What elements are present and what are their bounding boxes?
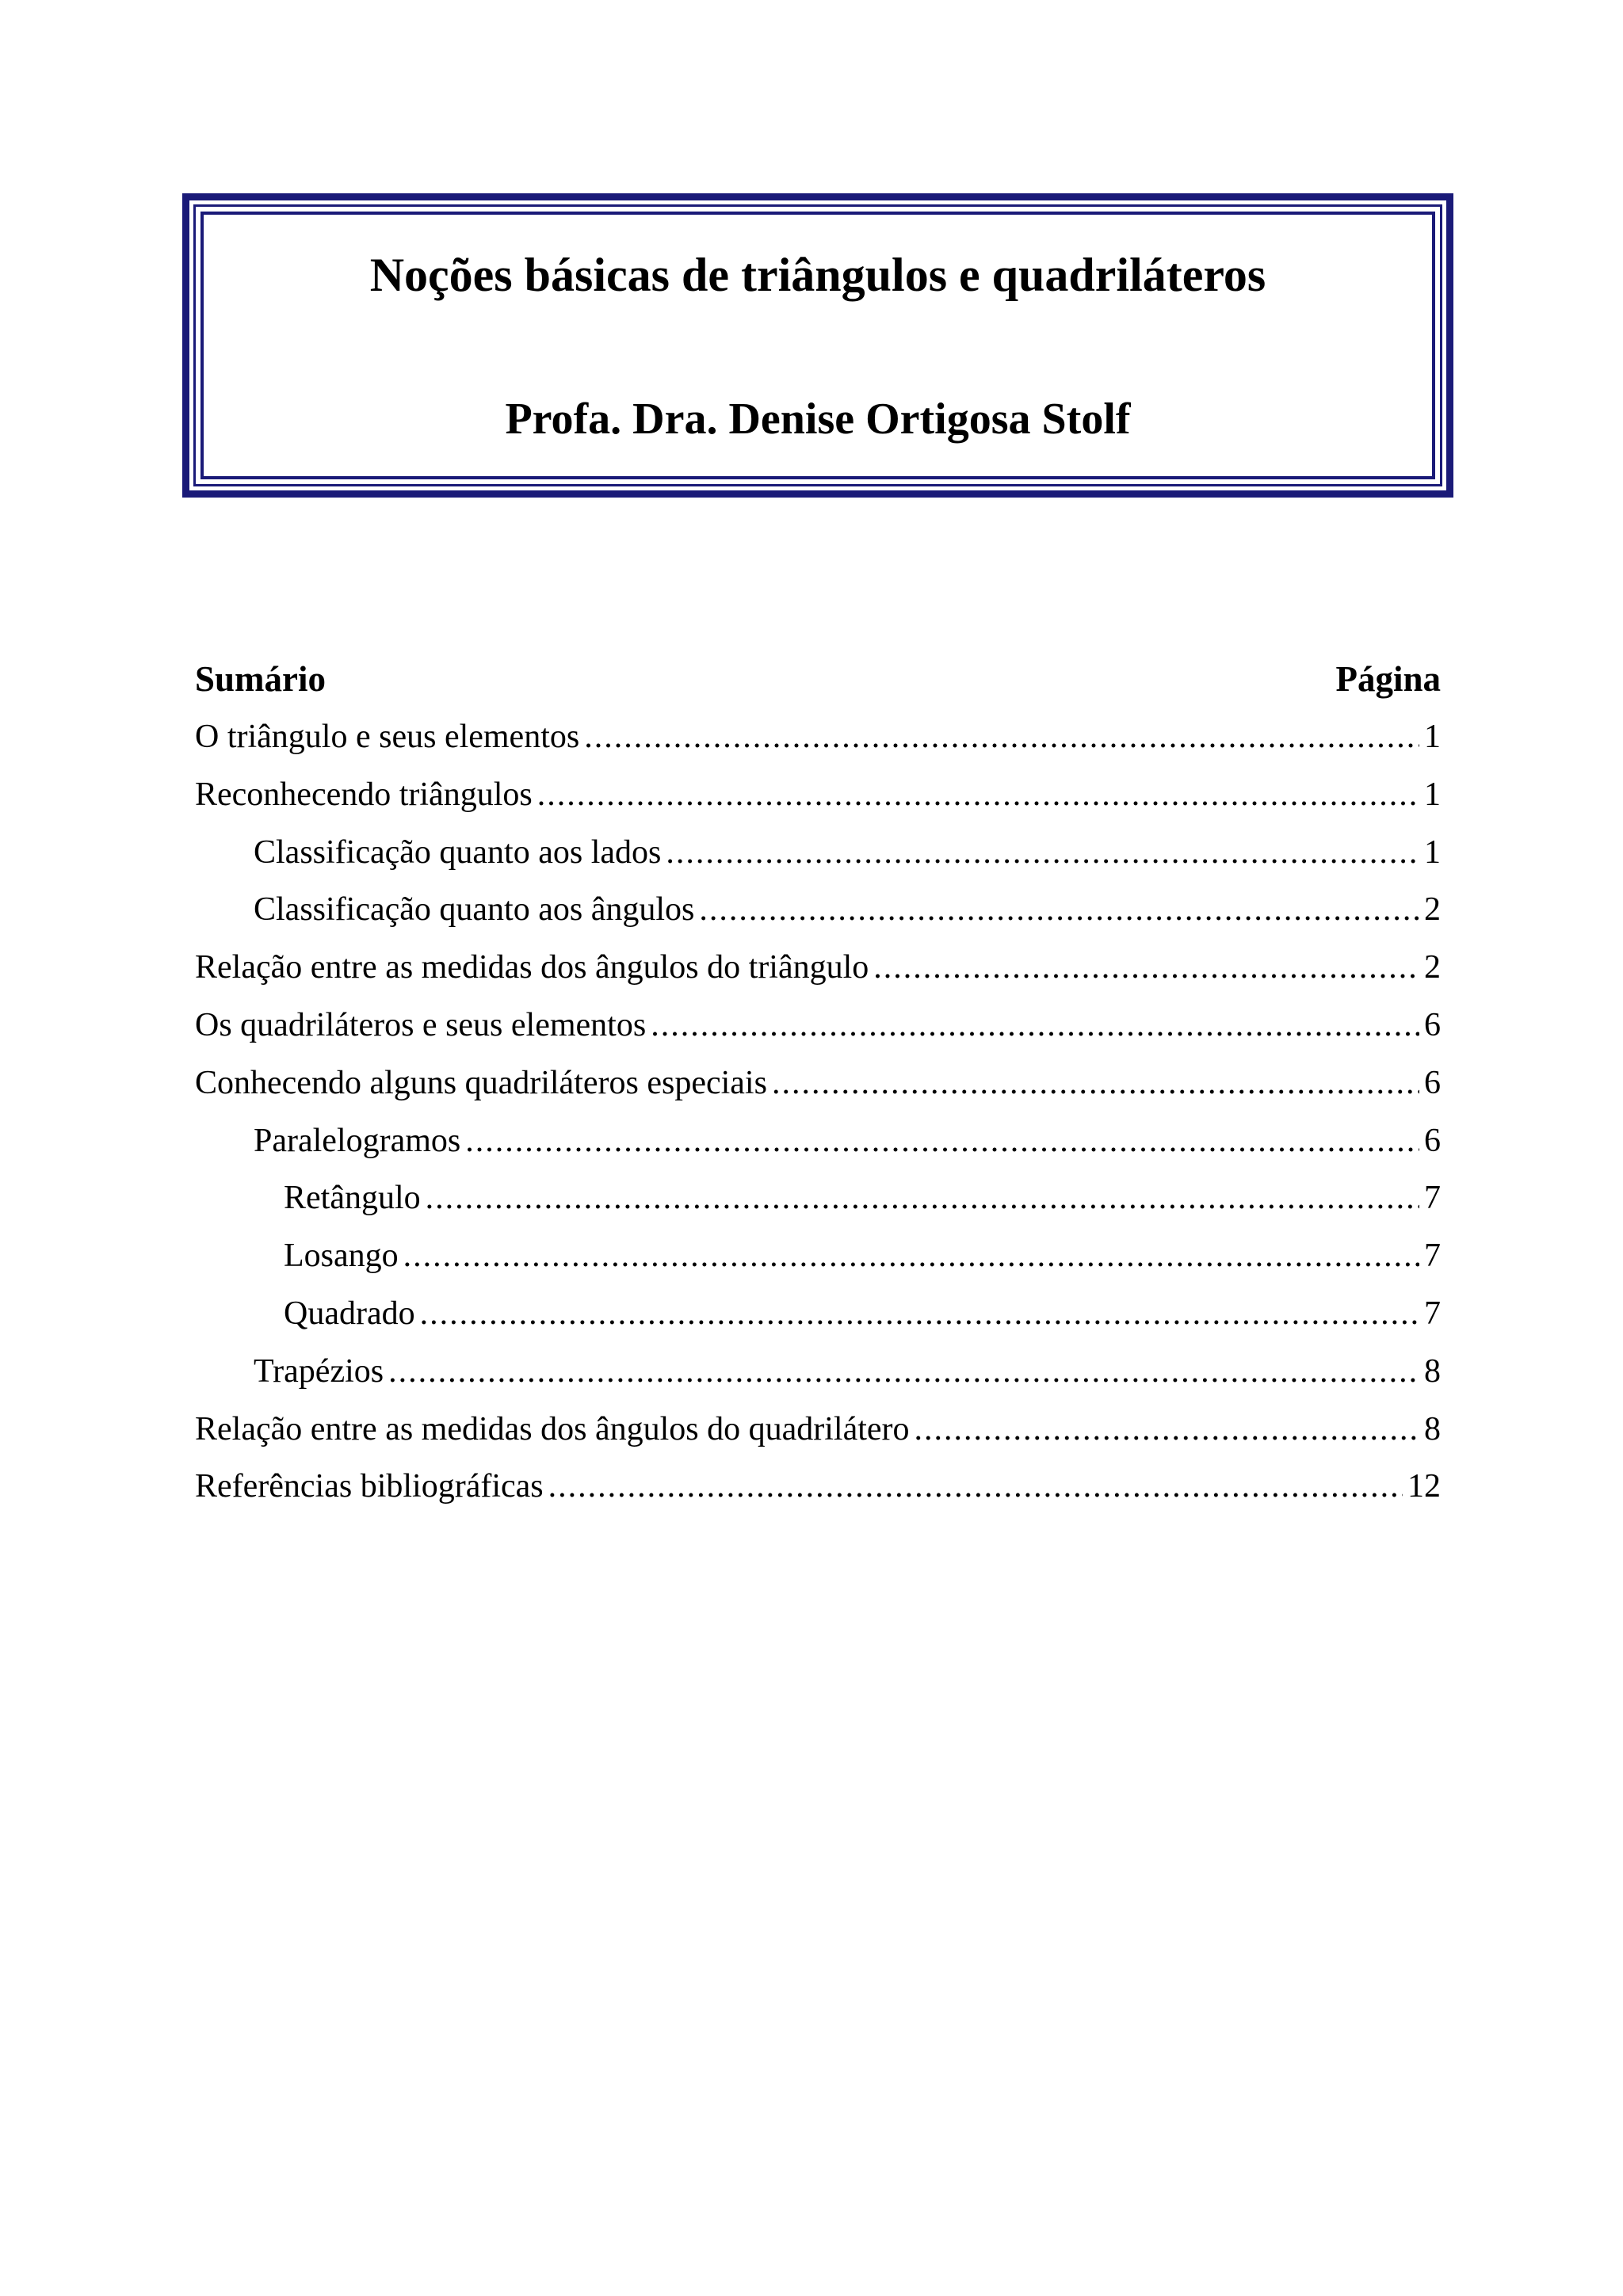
toc-entry[interactable] — [195, 1458, 1441, 1516]
toc-entry[interactable] — [195, 824, 1441, 882]
toc-entry-page: 6 — [1424, 1006, 1441, 1043]
toc-page-heading: Página — [1335, 659, 1441, 699]
toc-entry-leader — [388, 1343, 1419, 1401]
toc-entry-leader — [537, 766, 1419, 824]
toc-entry[interactable] — [195, 1401, 1441, 1459]
toc-entry-page: 6 — [1424, 1064, 1441, 1101]
toc-entry-page: 1 — [1424, 719, 1441, 755]
toc-entry-page: 8 — [1424, 1410, 1441, 1447]
toc-entry-leader — [465, 1112, 1419, 1170]
toc-entry-leader — [651, 997, 1419, 1055]
toc-entry[interactable] — [195, 1112, 1441, 1170]
toc-entry-label: Trapézios — [254, 1352, 384, 1390]
toc-entry-leader — [584, 708, 1419, 766]
toc-entry-leader — [548, 1458, 1403, 1516]
toc-entry-label: Conhecendo alguns quadriláteros especiais — [195, 1064, 767, 1101]
toc-entry-label: Relação entre as medidas dos ângulos do quadrilátero — [195, 1410, 910, 1447]
toc-entry[interactable] — [195, 1343, 1441, 1401]
toc-entry-page: 1 — [1424, 776, 1441, 813]
toc-entry-leader — [699, 881, 1419, 939]
document-title: Noções básicas de triângulos e quadriláteros — [369, 249, 1266, 301]
toc-entry-label: Classificação quanto aos ângulos — [254, 891, 695, 929]
toc-entry[interactable] — [195, 766, 1441, 824]
toc-entry-leader — [666, 824, 1419, 882]
toc-entry[interactable] — [195, 1055, 1441, 1112]
toc-entry-label: Relação entre as medidas dos ângulos do triângulo — [195, 949, 869, 986]
title-box-content — [204, 215, 1432, 476]
table-of-contents — [195, 650, 1441, 1516]
toc-entry-label: Paralelogramos — [254, 1122, 461, 1159]
title-box — [182, 193, 1453, 498]
toc-entry[interactable] — [195, 939, 1441, 997]
toc-entry-page: 2 — [1424, 891, 1441, 929]
toc-entry-page: 7 — [1424, 1238, 1441, 1275]
toc-heading: Sumário — [195, 659, 327, 699]
toc-entry-leader — [403, 1227, 1419, 1285]
toc-entry-leader — [772, 1055, 1419, 1112]
toc-entry-page: 1 — [1424, 833, 1441, 871]
toc-entry-label: Retângulo — [284, 1180, 421, 1217]
document-author: Profa. Dra. Denise Ortigosa Stolf — [505, 395, 1131, 444]
toc-entry-label: Losango — [284, 1238, 399, 1275]
toc-entry-label: O triângulo e seus elementos — [195, 719, 580, 755]
toc-entry-label: Classificação quanto aos lados — [254, 833, 662, 871]
toc-entry-page: 2 — [1424, 949, 1441, 986]
toc-entry-leader — [873, 939, 1419, 997]
toc-entry-leader — [915, 1401, 1419, 1459]
toc-entry-page: 7 — [1424, 1295, 1441, 1332]
toc-entry-page: 12 — [1407, 1468, 1441, 1505]
toc-entry-leader — [420, 1285, 1419, 1343]
toc-entry-label: Os quadriláteros e seus elementos — [195, 1006, 647, 1043]
toc-entry-label: Referências bibliográficas — [195, 1468, 544, 1505]
toc-entry[interactable] — [195, 1169, 1441, 1227]
toc-entry-page: 8 — [1424, 1352, 1441, 1390]
toc-entry-leader — [426, 1169, 1419, 1227]
toc-entry[interactable] — [195, 708, 1441, 766]
toc-entry-page: 6 — [1424, 1122, 1441, 1159]
toc-entry[interactable] — [195, 1285, 1441, 1343]
toc-entry[interactable] — [195, 881, 1441, 939]
toc-header — [195, 650, 1441, 708]
toc-entry-label: Reconhecendo triângulos — [195, 776, 533, 813]
toc-entry[interactable] — [195, 997, 1441, 1055]
toc-entry-label: Quadrado — [284, 1295, 415, 1332]
toc-entry[interactable] — [195, 1227, 1441, 1285]
toc-entry-page: 7 — [1424, 1180, 1441, 1217]
